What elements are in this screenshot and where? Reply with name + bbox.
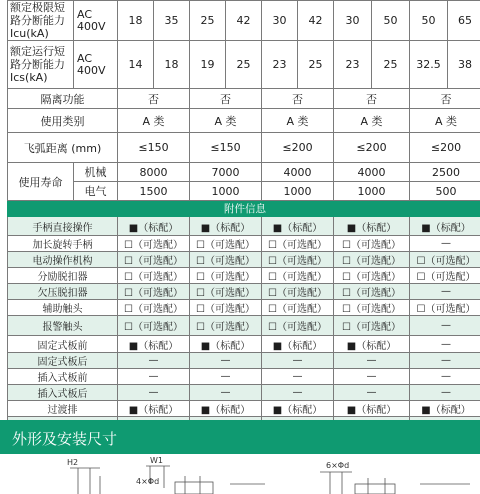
accessory-cell: ■（标配） — [118, 217, 190, 236]
accessory-row — [8, 236, 480, 252]
accessory-cell: ☐（可选配） — [118, 316, 190, 336]
accessory-cell: — — [334, 369, 410, 385]
ics-value: 18 — [154, 41, 190, 89]
accessories-header: 附件信息 — [8, 201, 480, 217]
accessory-cell: ☐（可选配） — [334, 300, 410, 316]
accessory-name: 过渡排 — [8, 401, 118, 417]
accessory-cell: ■（标配） — [262, 336, 334, 353]
accessory-cell: — — [410, 385, 480, 401]
w1-label: W1 — [150, 456, 163, 465]
accessory-cell: ☐（可选配） — [190, 236, 262, 252]
arc-value: ≤200 — [334, 133, 410, 163]
isolation-value: 否 — [262, 89, 334, 109]
ics-value: 25 — [372, 41, 410, 89]
category-value: A 类 — [334, 109, 410, 133]
icu-value: 30 — [262, 1, 298, 41]
accessory-cell: ■（标配） — [190, 336, 262, 353]
accessory-cell: — — [410, 316, 480, 336]
accessory-cell: ■（标配） — [262, 401, 334, 417]
accessory-cell: — — [334, 353, 410, 369]
ics-value: 25 — [226, 41, 262, 89]
dimensions-banner — [0, 420, 480, 454]
arc-label: 飞弧距离 (mm) — [8, 133, 118, 163]
icu-value: 18 — [118, 1, 154, 41]
life-elec-value: 1000 — [190, 182, 262, 201]
ics-value: 23 — [262, 41, 298, 89]
accessory-cell: — — [190, 385, 262, 401]
ics-value: 32.5 — [410, 41, 448, 89]
accessory-cell: ■（标配） — [118, 401, 190, 417]
accessory-cell: ■（标配） — [334, 336, 410, 353]
icu-value: 25 — [190, 1, 226, 41]
accessory-cell: ☐（可选配） — [410, 252, 480, 268]
icu-value: 65 — [448, 1, 480, 41]
accessory-cell: ☐（可选配） — [334, 236, 410, 252]
accessory-row — [8, 385, 480, 401]
accessory-cell: ■（标配） — [410, 401, 480, 417]
arc-value: ≤150 — [118, 133, 190, 163]
icu-value: 35 — [154, 1, 190, 41]
isolation-value: 否 — [190, 89, 262, 109]
accessory-cell: — — [118, 385, 190, 401]
life-elec-value: 1500 — [118, 182, 190, 201]
ics-value: 38 — [448, 41, 480, 89]
accessory-cell: ☐（可选配） — [410, 300, 480, 316]
accessory-cell: — — [262, 385, 334, 401]
accessory-cell: ☐（可选配） — [118, 252, 190, 268]
accessory-cell: — — [118, 369, 190, 385]
accessory-row — [8, 336, 480, 353]
accessory-row — [8, 284, 480, 300]
arc-row — [8, 133, 480, 163]
accessory-row — [8, 401, 480, 417]
arc-value: ≤200 — [262, 133, 334, 163]
ics-value: 19 — [190, 41, 226, 89]
accessory-cell: ☐（可选配） — [262, 316, 334, 336]
accessory-cell: ☐（可选配） — [190, 252, 262, 268]
isolation-label: 隔离功能 — [8, 89, 118, 109]
accessory-cell: — — [262, 353, 334, 369]
accessory-cell: — — [118, 353, 190, 369]
category-label: 使用类别 — [8, 109, 118, 133]
accessory-name: 加长旋转手柄 — [8, 236, 118, 252]
holes6-label: 6×Φd — [326, 461, 350, 470]
accessory-name: 欠压脱扣器 — [8, 284, 118, 300]
accessory-cell: ■（标配） — [334, 401, 410, 417]
spec-table — [7, 0, 480, 433]
accessory-cell: ☐（可选配） — [118, 300, 190, 316]
accessory-cell: — — [410, 353, 480, 369]
accessory-cell: ■（标配） — [262, 217, 334, 236]
accessory-cell: ☐（可选配） — [334, 252, 410, 268]
accessories-body — [8, 217, 480, 433]
accessory-cell: ☐（可选配） — [334, 284, 410, 300]
accessory-cell: — — [334, 385, 410, 401]
icu-row — [8, 1, 480, 41]
accessory-name: 辅助触头 — [8, 300, 118, 316]
accessory-cell: ☐（可选配） — [190, 268, 262, 284]
holes4-label: 4×Φd — [136, 477, 160, 486]
category-value: A 类 — [190, 109, 262, 133]
ics-value: 25 — [298, 41, 334, 89]
accessory-cell: ■（标配） — [190, 217, 262, 236]
accessories-header-row — [8, 201, 480, 217]
accessory-row — [8, 217, 480, 236]
icu-value: 50 — [410, 1, 448, 41]
accessory-cell: — — [262, 369, 334, 385]
accessory-cell: ■（标配） — [410, 217, 480, 236]
accessory-cell: ☐（可选配） — [118, 284, 190, 300]
dimension-drawings — [0, 454, 480, 494]
life-label: 使用寿命 — [8, 163, 74, 201]
icu-value: 30 — [334, 1, 372, 41]
life-mech-value: 4000 — [334, 163, 410, 182]
accessory-cell: — — [410, 236, 480, 252]
life-mech-value: 7000 — [190, 163, 262, 182]
ics-voltage: AC 400V — [74, 41, 118, 89]
h2-label: H2 — [67, 458, 79, 467]
spec-sheet — [7, 0, 476, 433]
isolation-value: 否 — [334, 89, 410, 109]
accessory-cell: ☐（可选配） — [118, 236, 190, 252]
life-mech-row — [8, 163, 480, 182]
accessory-cell: ☐（可选配） — [262, 300, 334, 316]
life-elec-value: 500 — [410, 182, 480, 201]
accessory-cell: ☐（可选配） — [190, 316, 262, 336]
accessory-name: 报警触头 — [8, 316, 118, 336]
accessory-cell: ☐（可选配） — [262, 284, 334, 300]
accessory-cell: ■（标配） — [334, 217, 410, 236]
ics-label: 额定运行短路分断能力Ics(kA) — [8, 41, 74, 89]
icu-label: 额定极限短路分断能力Icu(kA) — [8, 1, 74, 41]
accessory-cell: ☐（可选配） — [190, 284, 262, 300]
accessory-row — [8, 353, 480, 369]
accessory-cell: ☐（可选配） — [262, 252, 334, 268]
icu-voltage: AC 400V — [74, 1, 118, 41]
icu-value: 42 — [226, 1, 262, 41]
accessory-cell: ■（标配） — [190, 401, 262, 417]
isolation-value: 否 — [118, 89, 190, 109]
accessory-name: 插入式板前 — [8, 369, 118, 385]
accessory-cell: — — [190, 353, 262, 369]
accessory-cell: ☐（可选配） — [262, 236, 334, 252]
accessory-name: 固定式板后 — [8, 353, 118, 369]
accessory-cell: ☐（可选配） — [118, 268, 190, 284]
accessory-cell: — — [410, 336, 480, 353]
accessory-row — [8, 252, 480, 268]
section-title: 外形及安装尺寸 — [12, 430, 118, 448]
accessory-cell: ☐（可选配） — [190, 300, 262, 316]
accessory-cell: ☐（可选配） — [262, 268, 334, 284]
icu-value: 42 — [298, 1, 334, 41]
isolation-value: 否 — [410, 89, 480, 109]
accessory-row — [8, 300, 480, 316]
ics-value: 14 — [118, 41, 154, 89]
category-value: A 类 — [410, 109, 480, 133]
accessory-cell: ■（标配） — [118, 336, 190, 353]
category-row — [8, 109, 480, 133]
life-elec-row — [8, 182, 480, 201]
arc-value: ≤200 — [410, 133, 480, 163]
accessory-cell: — — [410, 284, 480, 300]
ics-row — [8, 41, 480, 89]
accessory-row — [8, 369, 480, 385]
category-value: A 类 — [262, 109, 334, 133]
accessory-name: 电动操作机构 — [8, 252, 118, 268]
life-mech-value: 4000 — [262, 163, 334, 182]
category-value: A 类 — [118, 109, 190, 133]
life-mech-value: 2500 — [410, 163, 480, 182]
accessory-cell: ☐（可选配） — [334, 268, 410, 284]
accessory-name: 分励脱扣器 — [8, 268, 118, 284]
accessory-row — [8, 316, 480, 336]
isolation-row — [8, 89, 480, 109]
life-elec-value: 1000 — [334, 182, 410, 201]
accessory-cell: ☐（可选配） — [334, 316, 410, 336]
life-elec-value: 1000 — [262, 182, 334, 201]
accessory-cell: ☐（可选配） — [410, 268, 480, 284]
arc-value: ≤150 — [190, 133, 262, 163]
icu-value: 50 — [372, 1, 410, 41]
ics-value: 23 — [334, 41, 372, 89]
accessory-name: 固定式板前 — [8, 336, 118, 353]
life-mech-value: 8000 — [118, 163, 190, 182]
accessory-row — [8, 268, 480, 284]
accessory-cell: — — [410, 369, 480, 385]
life-elec-label: 电气 — [74, 182, 118, 201]
life-mech-label: 机械 — [74, 163, 118, 182]
accessory-name: 手柄直接操作 — [8, 217, 118, 236]
accessory-cell: — — [190, 369, 262, 385]
accessory-name: 插入式板后 — [8, 385, 118, 401]
